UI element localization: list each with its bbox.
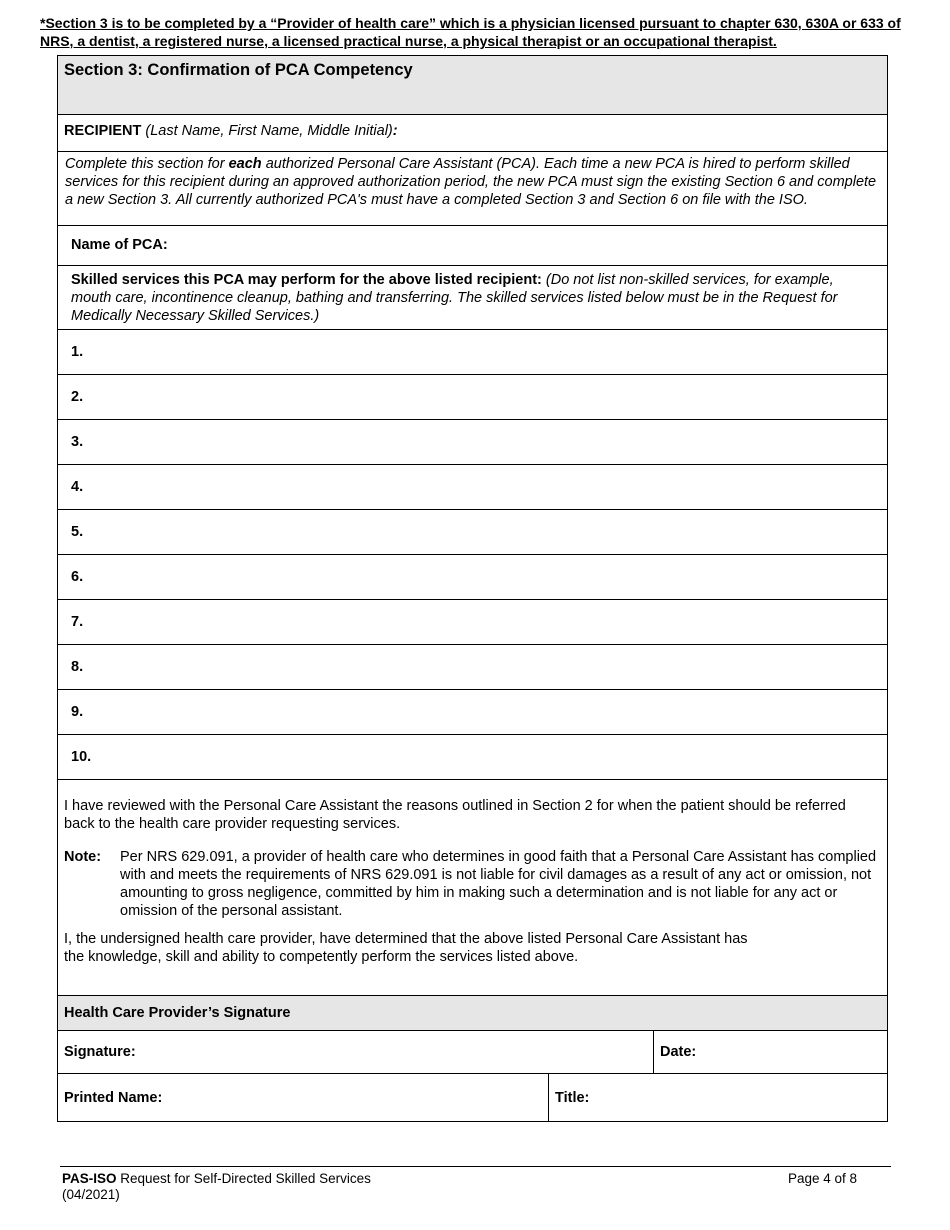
determined-line-1: I, the undersigned health care provider, have determined that the above listed Personal Care Assistant has — [64, 931, 748, 947]
recipient-colon: : — [392, 123, 398, 139]
skilled-services-label: Skilled services this PCA may perform for the above listed recipient: — [71, 272, 542, 288]
date-label: Date: — [660, 1044, 697, 1060]
provider-statement — [58, 780, 887, 996]
service-line-4[interactable] — [58, 465, 887, 510]
skilled-services-hint: (Do not list non-skilled services, for example, mouth care, incontinence cleanup, bathing and transferring. The skilled services listed below must be in the Request for Medically Necessary Skilled Services.) — [71, 272, 838, 324]
service-number: 7. — [71, 614, 84, 630]
service-number: 4. — [71, 479, 84, 495]
title-label: Title: — [555, 1089, 590, 1106]
determined-statement — [64, 930, 879, 966]
service-line-10[interactable] — [58, 735, 887, 780]
service-number: 9. — [71, 704, 84, 720]
date-field[interactable] — [654, 1031, 887, 1073]
printed-name-row — [58, 1074, 887, 1121]
note-text: Per NRS 629.091, a provider of health care who determines in good faith that a Personal Care Assistant has complied with and meets the requirements of NRS 629.091 is not liable for civil damages as a result of any act or omission, not amounting to gross negligence, committed by him in making such a determination and is not liable for any act or omission of the personal assistant. — [120, 849, 877, 919]
recipient-hint: (Last Name, First Name, Middle Initial) — [145, 123, 393, 139]
service-number: 6. — [71, 569, 84, 585]
section-title: Section 3: Confirmation of PCA Competency — [58, 56, 887, 115]
service-number: 5. — [71, 524, 84, 540]
service-line-5[interactable] — [58, 510, 887, 555]
signature-label: Signature: — [64, 1044, 136, 1060]
instructions-emphasis: each — [228, 156, 262, 172]
service-line-9[interactable] — [58, 690, 887, 735]
title-field[interactable] — [549, 1074, 887, 1121]
service-line-2[interactable] — [58, 375, 887, 420]
pca-name-label: Name of PCA: — [71, 237, 168, 253]
section-3-form — [57, 55, 888, 1122]
note-label: Note: — [64, 849, 102, 865]
service-line-7[interactable] — [58, 600, 887, 645]
page-footer — [60, 1166, 891, 1202]
service-line-1[interactable] — [58, 330, 887, 375]
footer-page-number: Page 4 of 8 — [788, 1171, 858, 1186]
service-number: 8. — [71, 659, 84, 675]
service-line-3[interactable] — [58, 420, 887, 465]
signature-field[interactable] — [58, 1031, 654, 1073]
footer-revision: (04/2021) — [62, 1187, 120, 1202]
skilled-services-heading — [58, 266, 887, 330]
footer-form-name: Request for Self-Directed Skilled Services — [116, 1171, 371, 1186]
service-number: 10. — [71, 749, 92, 765]
recipient-field[interactable] — [58, 115, 887, 152]
printed-name-label: Printed Name: — [64, 1089, 163, 1106]
signature-row — [58, 1031, 887, 1074]
printed-name-field[interactable] — [58, 1074, 549, 1121]
service-number: 3. — [71, 434, 84, 450]
recipient-label: RECIPIENT — [64, 123, 142, 139]
determined-line-2: the knowledge, skill and ability to competently perform the services listed above. — [64, 949, 579, 965]
instructions-part2: authorized Personal Care Assistant (PCA). Each time a new PCA is hired to perform skilled services for this recipient during an approved authorization period, the new PCA must sign the existing Section 6 and complete a new Section 3. All currently authorized PCA's must have a completed Section 3 and Section 6 on file with the ISO. — [65, 156, 877, 208]
service-number: 1. — [71, 344, 84, 360]
service-number: 2. — [71, 389, 84, 405]
service-line-6[interactable] — [58, 555, 887, 600]
pca-name-field[interactable] — [58, 226, 887, 266]
reviewed-statement: I have reviewed with the Personal Care Assistant the reasons outlined in Section 2 for when the patient should be referred back to the health care provider requesting services. — [64, 798, 846, 832]
signature-section-header: Health Care Provider’s Signature — [58, 996, 887, 1031]
instructions-part1: Complete this section for — [65, 156, 229, 172]
footer-form-info — [62, 1171, 371, 1203]
instructions — [58, 152, 887, 226]
service-line-8[interactable] — [58, 645, 887, 690]
section-requirement-note: *Section 3 is to be completed by a “Provider of health care” which is a physician licensed pursuant to chapter 630, 630A or 633 of NRS, a dentist, a registered nurse, a licensed practical nurse, a physical therapist or an occupational therapist. — [40, 15, 901, 49]
footer-form-code: PAS-ISO — [62, 1171, 117, 1186]
legal-note — [64, 848, 879, 920]
